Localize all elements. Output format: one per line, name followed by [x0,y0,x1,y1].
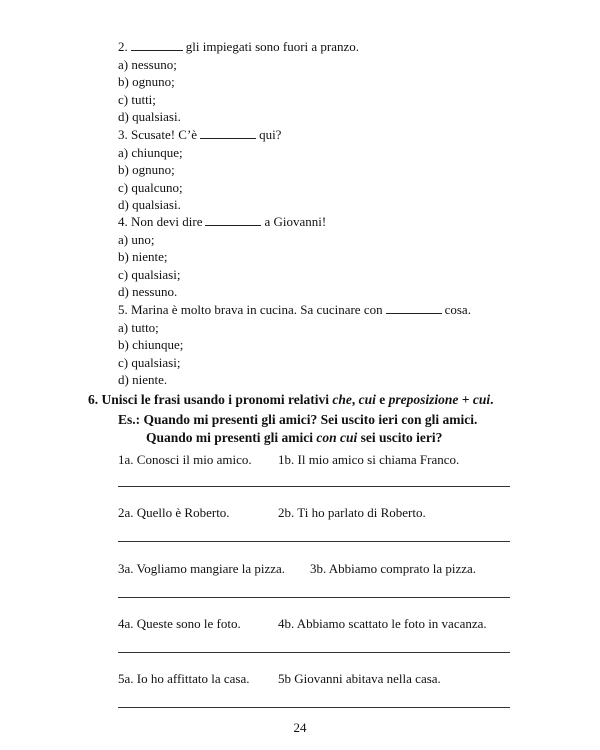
question-4 [118,213,326,301]
option-b[interactable]: b) chiunque; [118,337,184,353]
question-stem: 3. Scusate! C’è qui? [118,127,282,142]
option-c[interactable]: c) qualsiasi; [118,354,181,370]
sentence-b: 5b Giovanni abitava nella casa. [278,671,441,686]
fill-blank[interactable] [386,302,442,314]
option-a[interactable]: a) nessuno; [118,56,177,72]
page-number: 24 [293,720,307,735]
answer-line-1[interactable] [118,486,510,487]
option-d[interactable]: d) qualsiasi. [118,197,181,213]
answer-line-5[interactable] [118,707,510,708]
sentence-pair-1 [118,452,459,468]
option-c[interactable]: c) tutti; [118,91,156,107]
sentence-b: 4b. Abbiamo scattato le foto in vacanza. [278,616,487,631]
sentence-a: 2a. Quello è Roberto. [118,505,230,520]
option-a[interactable]: a) chiunque; [118,144,183,160]
option-d[interactable]: d) niente. [118,372,168,388]
option-b[interactable]: b) niente; [118,249,168,265]
option-a[interactable]: a) uno; [118,231,155,247]
option-a[interactable]: a) tutto; [118,319,159,335]
sentence-a: 3a. Vogliamo mangiare la pizza. [118,561,286,576]
option-d[interactable]: d) nessuno. [118,284,178,300]
question-stem: 4. Non devi dire a Giovanni! [118,214,327,229]
option-c[interactable]: c) qualcuno; [118,179,183,195]
sentence-b: 3b. Abbiamo comprato la pizza. [310,561,477,576]
fill-blank[interactable] [205,214,261,226]
answer-line-4[interactable] [118,652,510,653]
sentence-a: 5a. Io ho affittato la casa. [118,671,250,686]
answer-line-3[interactable] [118,597,510,598]
example-line-1: Es.: Quando mi presenti gli amici? Sei uscito ieri con gli amici. [118,412,478,427]
option-b[interactable]: b) ognuno; [118,162,175,178]
option-c[interactable]: c) qualsiasi; [118,266,181,282]
example-line-2: Quando mi presenti gli amici con cui sei uscito ieri? [146,430,443,445]
sentence-pair-2 [118,505,426,521]
option-b[interactable]: b) ognuno; [118,74,175,90]
fill-blank[interactable] [131,39,183,51]
question-5 [118,301,471,389]
sentence-a: 1a. Conosci il mio amico. [118,452,252,467]
fill-blank[interactable] [200,127,256,139]
sentence-b: 2b. Ti ho parlato di Roberto. [278,505,426,520]
option-d[interactable]: d) qualsiasi. [118,109,181,125]
sentence-pair-4 [118,616,487,632]
answer-line-2[interactable] [118,541,510,542]
question-stem: 2. gli impiegati sono fuori a pranzo. [118,39,360,54]
sentence-b: 1b. Il mio amico si chiama Franco. [278,452,460,467]
question-stem: 5. Marina è molto brava in cucina. Sa cucinare con cosa. [118,302,471,317]
question-3 [118,126,281,214]
sentence-a: 4a. Queste sono le foto. [118,616,241,631]
exercise-6-heading: 6. Unisci le frasi usando i pronomi relativi che, cui e preposizione + cui. [88,392,494,407]
sentence-pair-3 [118,561,476,577]
question-2 [118,38,359,126]
sentence-pair-5 [118,671,441,687]
